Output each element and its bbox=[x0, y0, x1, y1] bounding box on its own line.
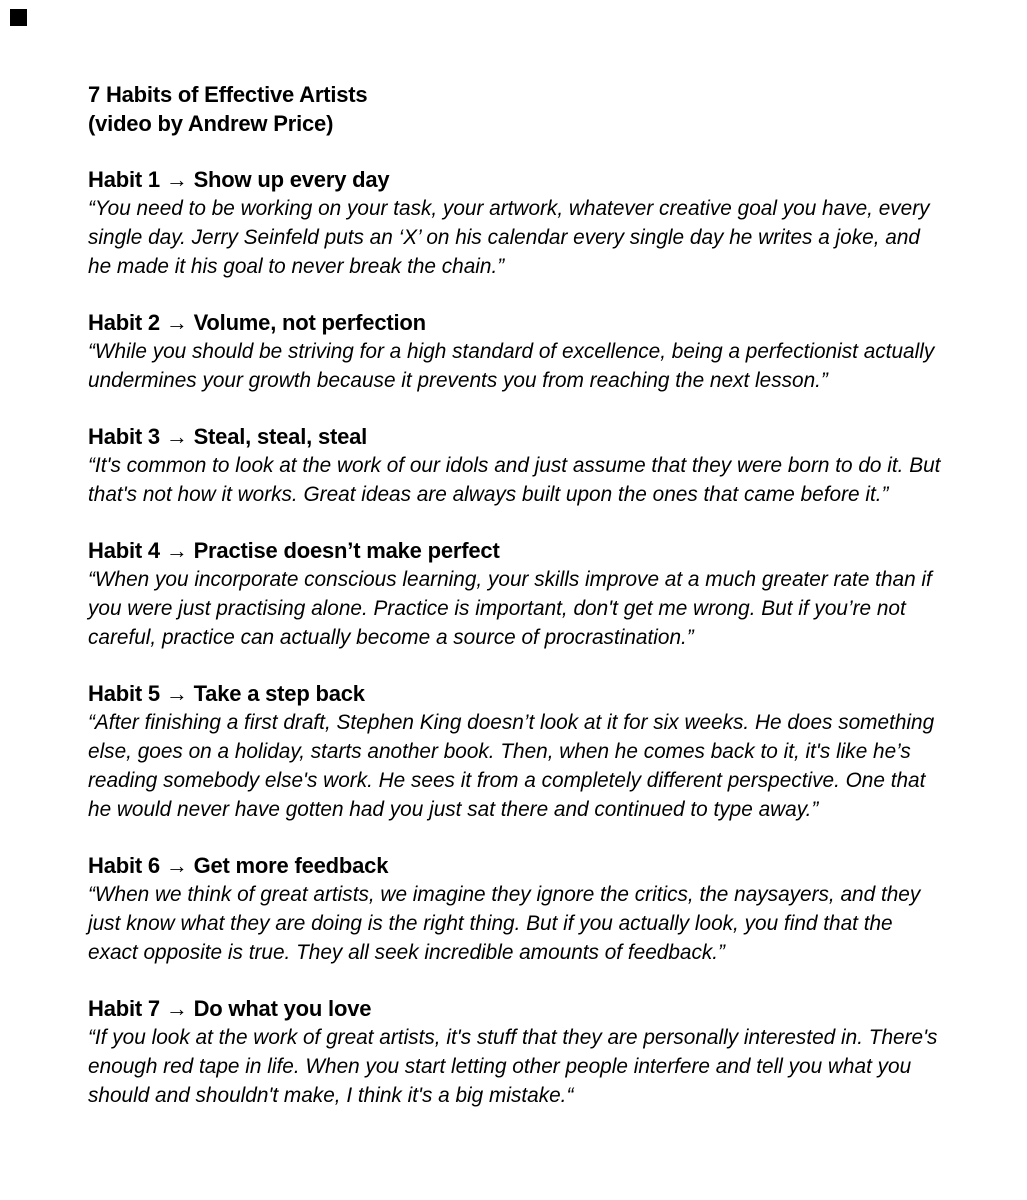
habit-5-quote: “After finishing a first draft, Stephen King doesn’t look at it for six weeks. He does something else, goes on a holiday, starts another book. Then, when he comes back to it, it's like he’s reading somebody else's work. He sees it from a completely different perspective. One that he would never have gotten had you just sat there and continued to type away.” bbox=[88, 711, 935, 821]
habit-6-heading: Habit 6 → Get more feedback bbox=[88, 853, 389, 878]
habit-4-quote: “When you incorporate conscious learning, your skills improve at a much greater rate than if you were just practising alone. Practice is important, don't get me wrong. But if you’re not careful, practice can actually become a source of procrastination.” bbox=[88, 568, 932, 649]
habit-section-1 bbox=[88, 165, 944, 281]
corner-mark bbox=[10, 9, 27, 26]
habit-3-heading: Habit 3 → Steal, steal, steal bbox=[88, 424, 368, 449]
habit-section-5 bbox=[88, 679, 944, 824]
habit-section-6 bbox=[88, 851, 944, 967]
habit-section-7 bbox=[88, 994, 944, 1110]
habit-2-heading: Habit 2 → Volume, not perfection bbox=[88, 310, 426, 335]
habit-section-2 bbox=[88, 308, 944, 395]
habit-5-heading: Habit 5 → Take a step back bbox=[88, 681, 365, 706]
habit-1-quote: “You need to be working on your task, your artwork, whatever creative goal you have, every single day. Jerry Seinfeld puts an ‘X’ on his calendar every single day he writes a joke, and he made it his goal to never break the chain.” bbox=[88, 197, 930, 278]
habit-1-heading: Habit 1 → Show up every day bbox=[88, 167, 390, 192]
habit-section-3 bbox=[88, 422, 944, 509]
habit-7-quote: “If you look at the work of great artists, it's stuff that they are personally interested in. There's enough red tape in life. When you start letting other people interfere and tell you what you should and shouldn't make, I think it's a big mistake.“ bbox=[88, 1026, 938, 1107]
habit-7-heading: Habit 7 → Do what you love bbox=[88, 996, 372, 1021]
habit-3-quote: “It's common to look at the work of our idols and just assume that they were born to do it. But that's not how it works. Great ideas are always built upon the ones that came before it.” bbox=[88, 454, 941, 506]
habit-6-quote: “When we think of great artists, we imagine they ignore the critics, the naysayers, and they just know what they are doing is the right thing. But if you actually look, you find that the exact opposite is true. They all seek incredible amounts of feedback.” bbox=[88, 883, 921, 964]
title-line-2: (video by Andrew Price) bbox=[88, 111, 334, 136]
document-body bbox=[88, 80, 944, 1137]
title-line-1: 7 Habits of Effective Artists bbox=[88, 82, 368, 107]
habit-section-4 bbox=[88, 536, 944, 652]
document-title bbox=[88, 80, 944, 138]
habit-4-heading: Habit 4 → Practise doesn’t make perfect bbox=[88, 538, 500, 563]
habit-2-quote: “While you should be striving for a high standard of excellence, being a perfectionist actually undermines your growth because it prevents you from reaching the next lesson.” bbox=[88, 340, 935, 392]
